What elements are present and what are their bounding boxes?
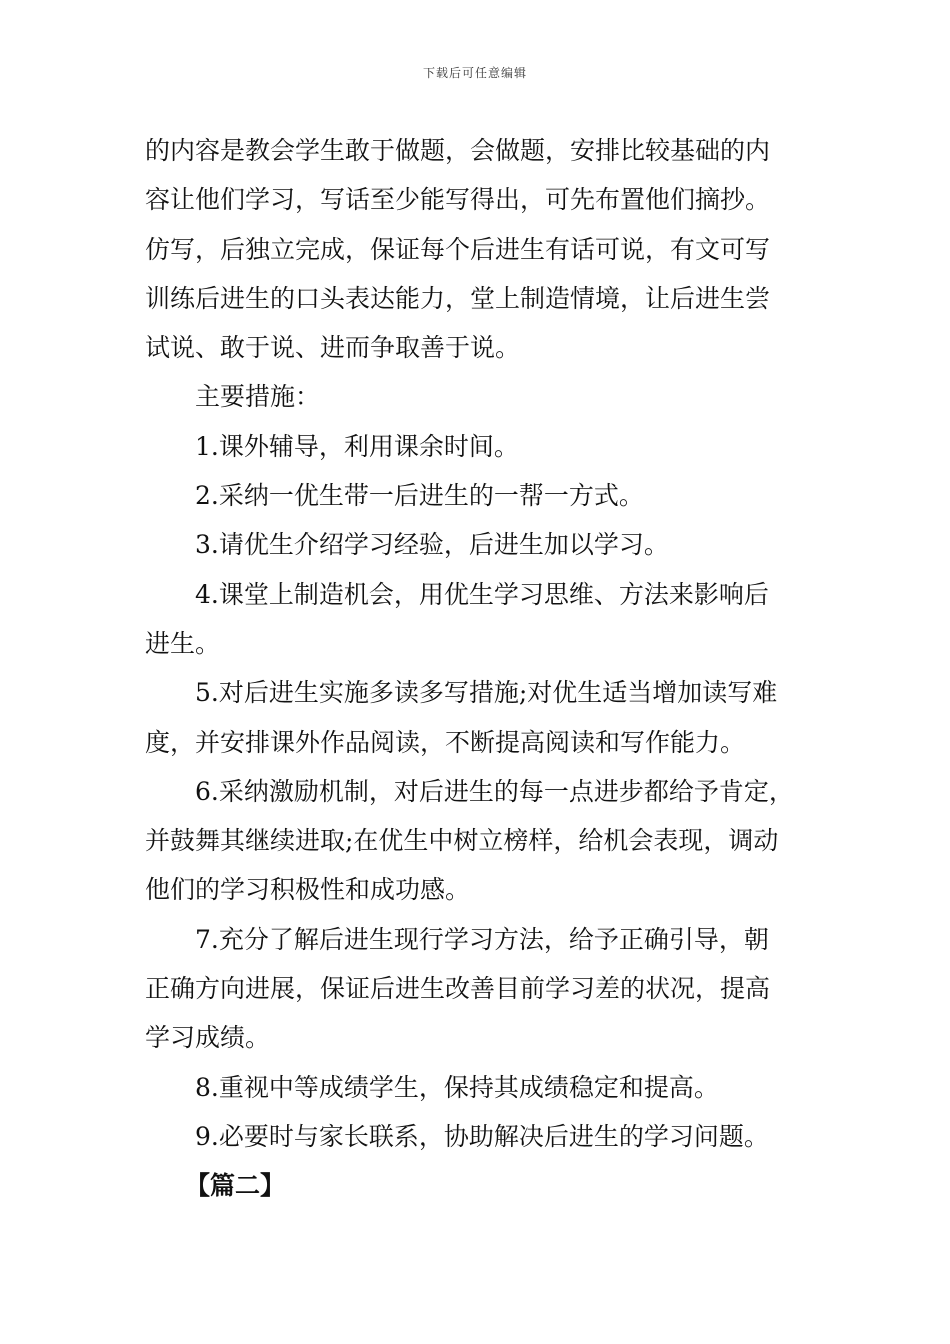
list-item-5-cont: 度，并安排课外作品阅读，不断提高阅读和写作能力。	[145, 727, 746, 757]
list-item-6-cont: 他们的学习积极性和成功感。	[145, 875, 471, 905]
list-item-9: 9.必要时与家长联系，协助解决后进生的学习问题。	[195, 1121, 769, 1151]
list-item-7-cont: 正确方向进展，保证后进生改善目前学习差的状况，提高	[145, 974, 771, 1004]
text-line: 的内容是教会学生敢于做题，会做题，安排比较基础的内	[145, 136, 771, 165]
text-line: 仿写，后独立完成，保证每个后进生有话可说，有文可写	[145, 234, 771, 264]
section-heading-part-two: 【篇二】	[185, 1171, 286, 1201]
text-line: 试说、敢于说、进而争取善于说。	[145, 333, 521, 363]
text-line: 容让他们学习，写话至少能写得出，可先布置他们摘抄。	[145, 185, 771, 215]
document-body	[145, 126, 810, 1211]
list-item-7: 7.充分了解后进生现行学习方法，给予正确引导，朝	[195, 924, 769, 954]
list-item-4-cont: 进生。	[145, 628, 221, 658]
section-label-measures: 主要措施：	[195, 382, 321, 412]
text-line: 训练后进生的口头表达能力，堂上制造情境，让后进生尝	[145, 283, 771, 313]
list-item-3: 3.请优生介绍学习经验，后进生加以学习。	[195, 530, 669, 560]
list-item-7-cont: 学习成绩。	[145, 1023, 271, 1053]
page-header-note: 下载后可任意编辑	[422, 66, 527, 80]
list-item-6: 6.采纳激励机制，对后进生的每一点进步都给予肯定，	[195, 776, 794, 806]
list-item-6-cont: 并鼓舞其继续进取;在优生中树立榜样，给机会表现，调动	[145, 826, 779, 856]
list-item-5: 5.对后进生实施多读多写措施;对优生适当增加读写难	[195, 678, 778, 708]
list-item-2: 2.采纳一优生带一后进生的一帮一方式。	[195, 481, 644, 511]
list-item-4: 4.课堂上制造机会，用优生学习思维、方法来影响后	[195, 579, 769, 609]
list-item-1: 1.课外辅导，利用课余时间。	[195, 431, 519, 461]
list-item-8: 8.重视中等成绩学生，保持其成绩稳定和提高。	[195, 1072, 719, 1102]
